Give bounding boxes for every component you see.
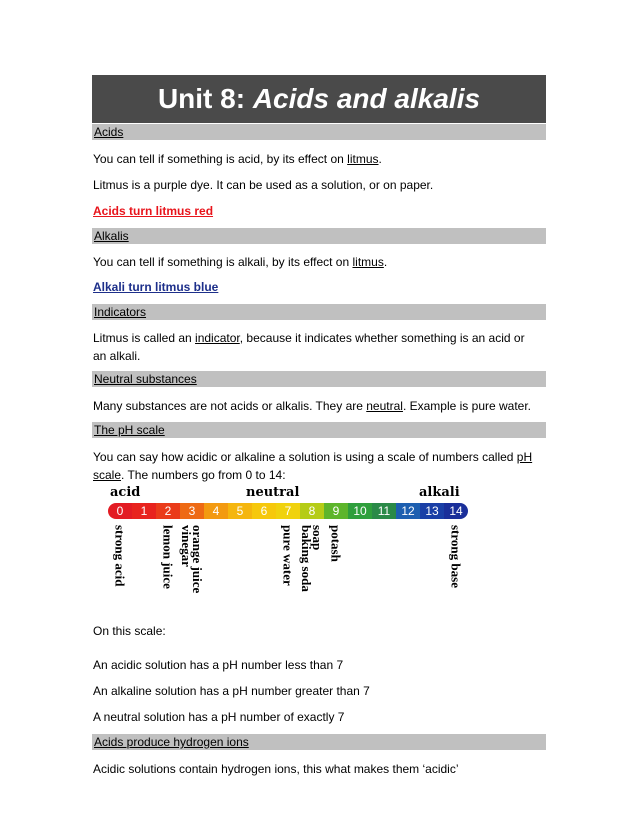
ph-segment-0: 0 <box>108 503 132 519</box>
paragraph-8 <box>93 448 533 484</box>
p4-end: . <box>383 255 388 269</box>
litmus-link-1[interactable]: litmus <box>347 152 379 166</box>
ph-segment-8: 8 <box>300 503 324 519</box>
section-neutral-label: Neutral substances <box>94 372 197 386</box>
ph-segment-2: 2 <box>156 503 180 519</box>
paragraph-11: An alkaline solution has a pH number greater than 7 <box>93 684 370 698</box>
ph-segment-9: 9 <box>324 503 348 519</box>
title-italic: Acids and alkalis <box>252 83 481 114</box>
ph-label-pure-water: pure water <box>280 525 296 586</box>
section-neutral <box>92 371 546 387</box>
ph-segment-12: 12 <box>396 503 420 519</box>
p6-text: Litmus is called an <box>93 331 196 345</box>
ph-scale-link[interactable]: pH scale <box>93 450 533 482</box>
ph-color-bar <box>108 503 468 519</box>
acids-turn-red[interactable]: Acids turn litmus red <box>93 204 214 218</box>
section-hydrogen-label: Acids produce hydrogen ions <box>94 735 249 749</box>
ph-label-strong-acid: strong acid <box>112 525 128 587</box>
ph-neutral-header: neutral <box>246 485 300 500</box>
paragraph-12: A neutral solution has a pH number of exactly 7 <box>93 710 345 724</box>
ph-label-potash: potash <box>328 525 344 562</box>
title-prefix: Unit 8: <box>157 83 253 114</box>
paragraph-7 <box>93 397 533 415</box>
section-alkalis <box>92 228 546 244</box>
alkali-turn-blue[interactable]: Alkali turn litmus blue <box>93 280 219 294</box>
p7-text: Many substances are not acids or alkalis. They are <box>93 399 367 413</box>
ph-segment-3: 3 <box>180 503 204 519</box>
paragraph-13: Acidic solutions contain hydrogen ions, this what makes them ‘acidic’ <box>93 762 459 776</box>
section-indicators <box>92 304 546 320</box>
ph-segment-4: 4 <box>204 503 228 519</box>
ph-segment-5: 5 <box>228 503 252 519</box>
p1-end: . <box>378 152 382 166</box>
ph-label-lemon-juice: lemon juice <box>160 525 176 589</box>
ph-label-baking-soda: baking soda <box>299 525 314 592</box>
section-alkalis-label: Alkalis <box>94 229 129 243</box>
paragraph-10: An acidic solution has a pH number less than 7 <box>93 658 344 672</box>
ph-segment-1: 1 <box>132 503 156 519</box>
litmus-link-2[interactable]: litmus <box>352 255 384 269</box>
paragraph-1 <box>93 150 533 168</box>
indicator-link[interactable]: indicator <box>195 331 240 345</box>
ph-segment-14: 14 <box>444 503 468 519</box>
ph-segment-11: 11 <box>372 503 396 519</box>
p7-end: . Example is pure water. <box>402 399 532 413</box>
ph-segment-7: 7 <box>276 503 300 519</box>
neutral-link[interactable]: neutral <box>366 399 403 413</box>
section-ph-scale <box>92 422 546 438</box>
p8-text: You can say how acidic or alkaline a solution is using a scale of numbers called <box>93 450 517 464</box>
paragraph-6 <box>93 329 533 365</box>
ph-segment-10: 10 <box>348 503 372 519</box>
section-acids-label: Acids <box>94 125 124 139</box>
ph-segment-13: 13 <box>420 503 444 519</box>
ph-acid-header: acid <box>110 485 141 500</box>
paragraph-2: Litmus is a purple dye. It can be used as a solution, or on paper. <box>93 178 434 192</box>
ph-label-strong-base: strong base <box>448 525 464 588</box>
ph-segment-6: 6 <box>252 503 276 519</box>
page-title <box>92 75 546 123</box>
section-indicators-label: Indicators <box>94 305 147 319</box>
p8-end: . The numbers go from 0 to 14: <box>121 468 286 482</box>
p4-text: You can tell if something is alkali, by its effect on <box>93 255 353 269</box>
p6-end: , because it indicates whether something is an acid or an alkali. <box>93 331 525 363</box>
section-ph-label: The pH scale <box>94 423 165 437</box>
ph-label-soap: soap <box>310 525 325 551</box>
section-acids <box>92 124 546 140</box>
ph-label-orange-juice: orange juice <box>190 525 205 594</box>
ph-alkali-header: alkali <box>419 485 460 500</box>
ph-label-vinegar: vinegar <box>179 525 194 567</box>
paragraph-9: On this scale: <box>93 624 166 638</box>
ph-scale-figure <box>108 485 468 593</box>
p1-text: You can tell if something is acid, by its effect on <box>93 152 348 166</box>
section-hydrogen <box>92 734 546 750</box>
paragraph-4 <box>93 253 533 271</box>
